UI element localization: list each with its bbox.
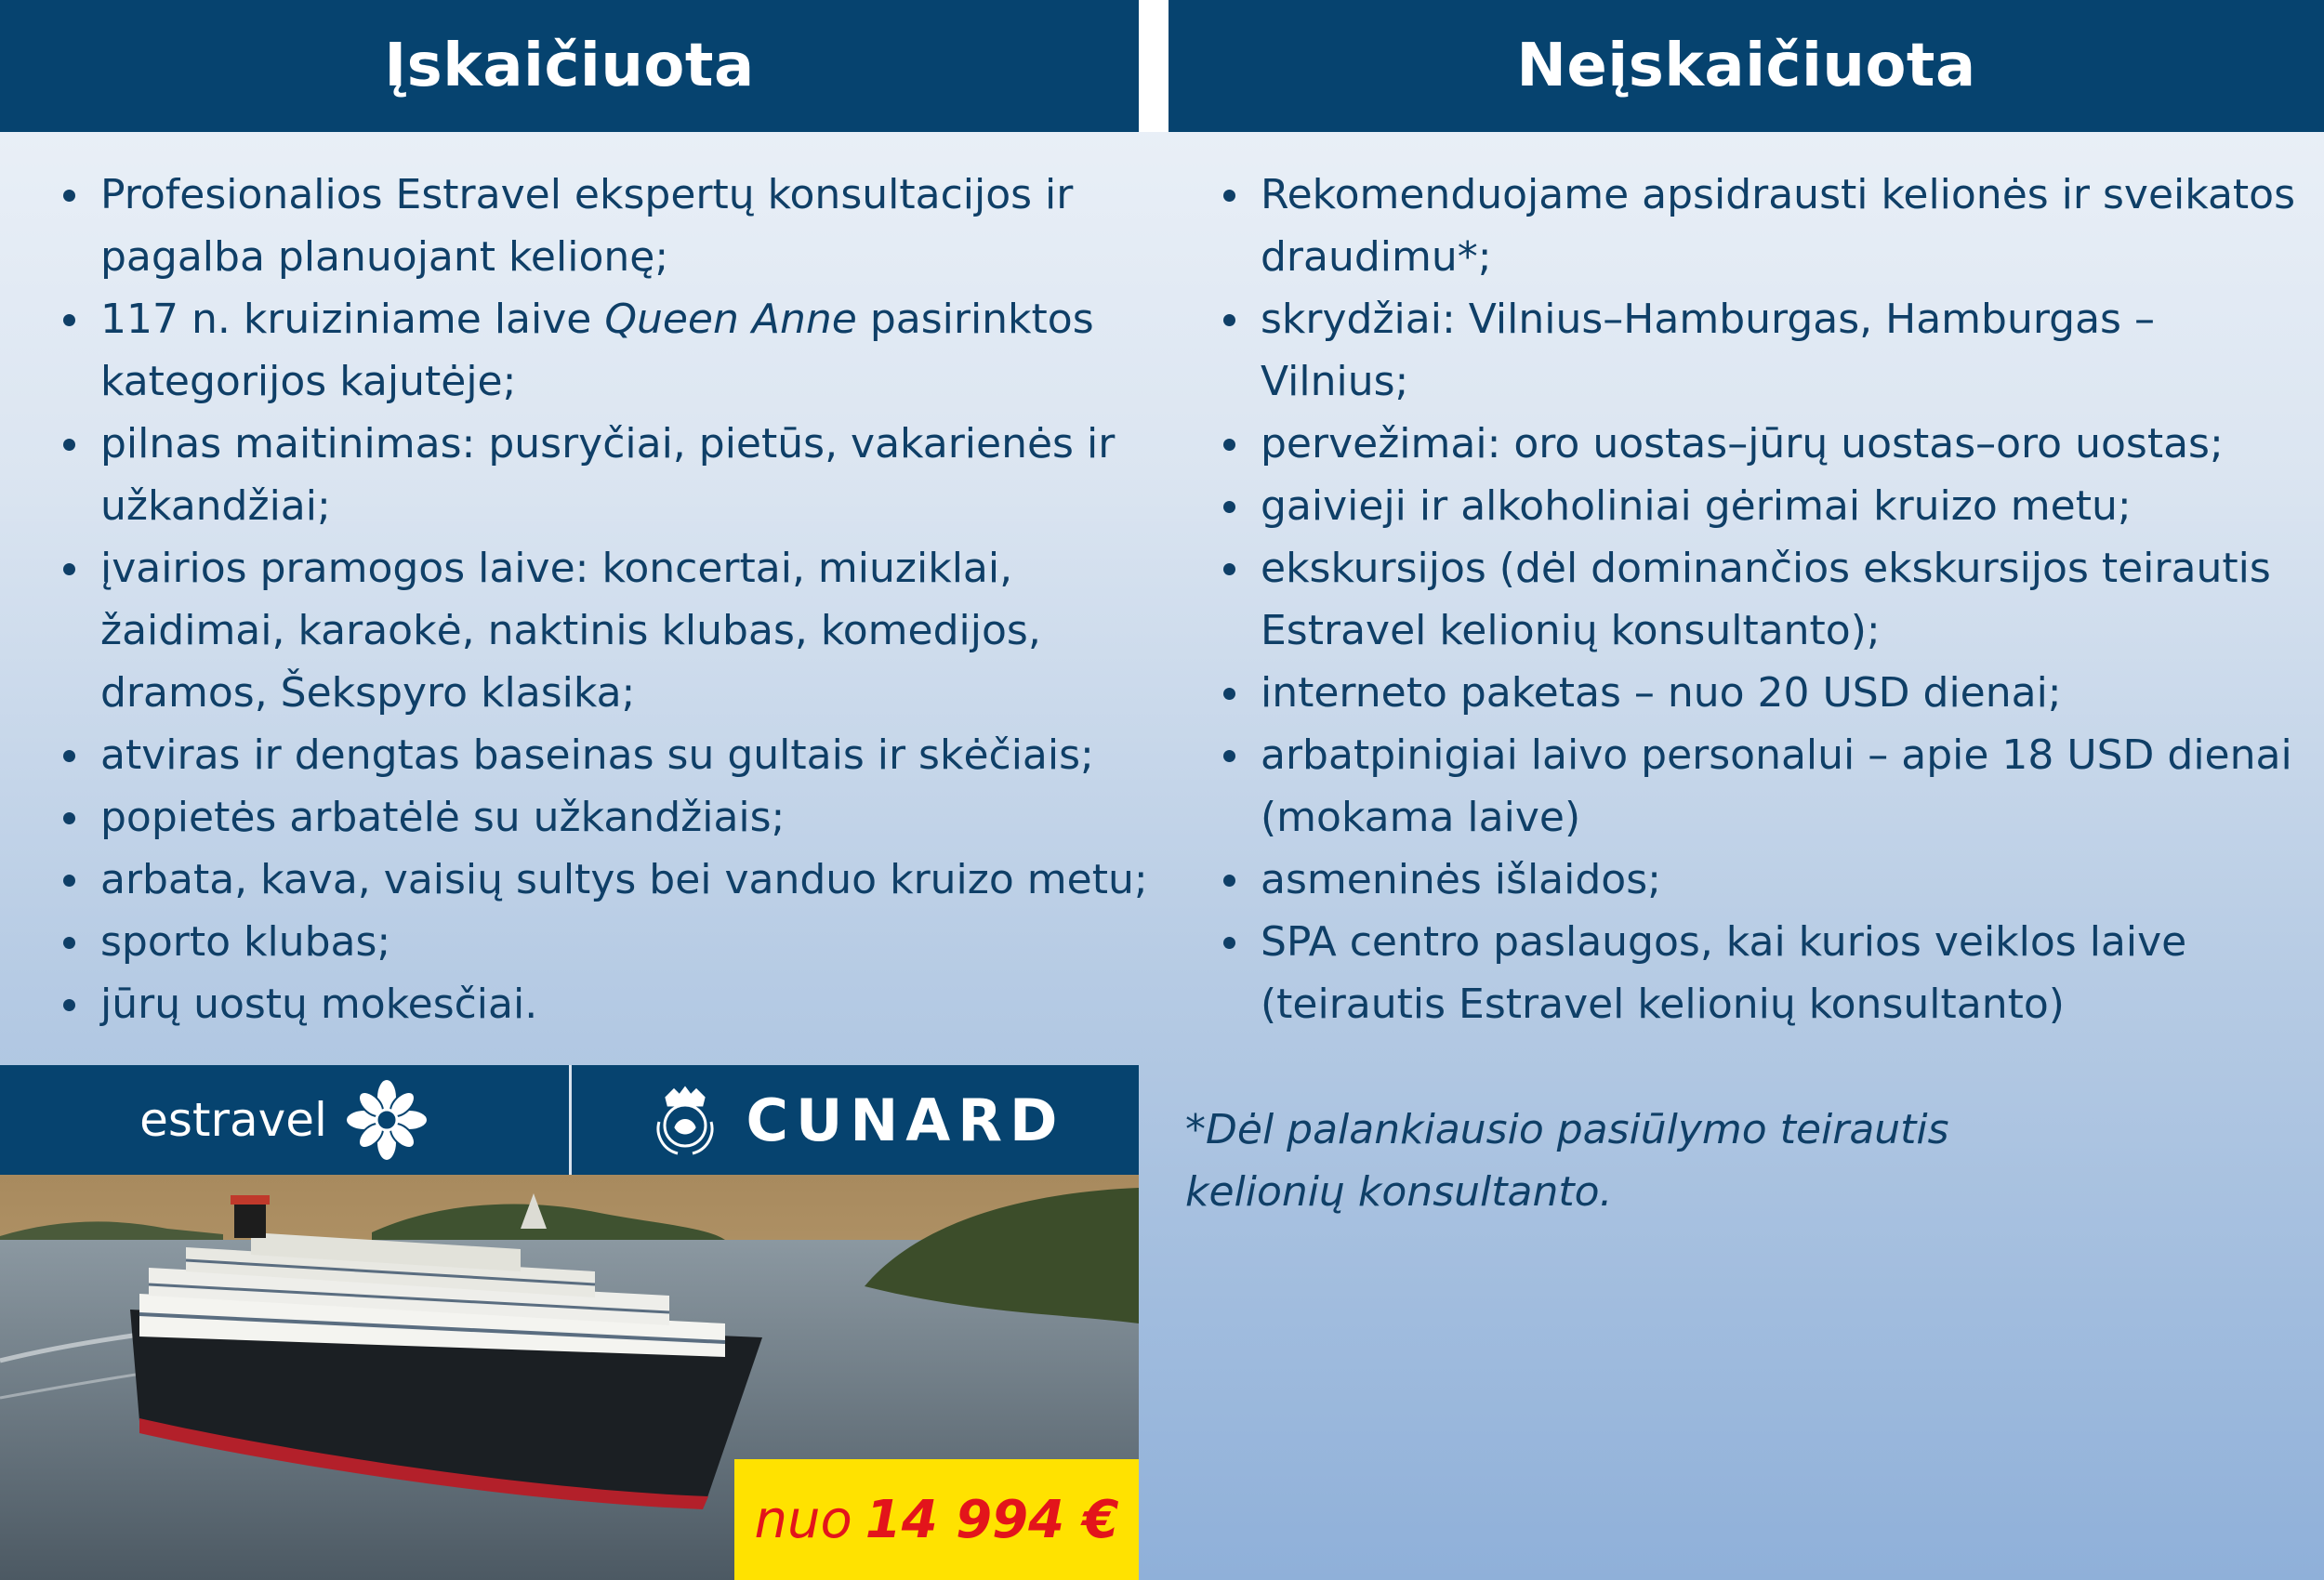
flower-icon — [344, 1077, 429, 1163]
list-item: skrydžiai: Vilnius–Hamburgas, Hamburgas – Vilnius; — [1216, 288, 2313, 413]
list-item — [56, 288, 1153, 413]
list-item: pilnas maitinimas: pusryčiai, pietūs, vakarienės ir užkandžiai; — [56, 413, 1153, 537]
cunard-crest-icon — [646, 1081, 724, 1159]
estravel-wordmark: estravel — [139, 1093, 327, 1147]
cunard-wordmark: CUNARD — [746, 1086, 1065, 1154]
brand-bar — [0, 1065, 1139, 1175]
header-gutter — [1139, 0, 1169, 132]
list-item: Profesionalios Estravel ekspertų konsultacijos ir pagalba planuojant kelionę; — [56, 164, 1153, 288]
ship-item-prefix: 117 n. kruiziniame laive — [100, 296, 605, 343]
cunard-logo — [572, 1065, 1139, 1175]
list-item: SPA centro paslaugos, kai kurios veiklos laive (teirautis Estravel kelionių konsultanto) — [1216, 911, 2313, 1035]
list-item: ekskursijos (dėl dominančios ekskursijos teirautis Estravel kelionių konsultanto); — [1216, 537, 2313, 662]
list-item: gaivieji ir alkoholiniai gėrimai kruizo metu; — [1216, 475, 2313, 537]
excluded-list — [1216, 164, 2313, 1035]
list-item: arbatpinigiai laivo personalui – apie 18 USD dienai (mokama laive) — [1216, 724, 2313, 849]
list-item: įvairios pramogos laive: koncertai, miuziklai, žaidimai, karaokė, naktinis klubas, komedijos, dramos, Šekspyro klasika; — [56, 537, 1153, 724]
price-prefix: nuo — [754, 1489, 852, 1550]
list-item: atviras ir dengtas baseinas su gultais ir skėčiais; — [56, 724, 1153, 786]
ship-name: Queen Anne — [604, 296, 857, 343]
list-item: jūrų uostų mokesčiai. — [56, 973, 1153, 1035]
list-item: asmeninės išlaidos; — [1216, 849, 2313, 911]
list-item: sporto klubas; — [56, 911, 1153, 973]
included-header — [0, 0, 1139, 132]
included-title: Įskaičiuota — [384, 32, 755, 100]
estravel-logo — [0, 1065, 569, 1175]
list-item: pervežimai: oro uostas–jūrų uostas–oro uostas; — [1216, 413, 2313, 475]
included-list — [56, 164, 1153, 1035]
list-item: Rekomenduojame apsidrausti kelionės ir sveikatos draudimu*; — [1216, 164, 2313, 288]
list-item: popietės arbatėlė su užkandžiais; — [56, 786, 1153, 849]
excluded-title: Neįskaičiuota — [1516, 32, 1976, 100]
price-badge — [734, 1459, 1139, 1580]
footnote: *Dėl palankiausio pasiūlymo teirautis kelionių konsultanto. — [1185, 1106, 1949, 1216]
excluded-header — [1169, 0, 2324, 132]
list-item: arbata, kava, vaisių sultys bei vanduo kruizo metu; — [56, 849, 1153, 911]
price-amount: 14 994 € — [865, 1489, 1119, 1550]
ship-item-suffix: pasirinktos kategorijos kajutėje; — [100, 296, 1094, 405]
list-item: interneto paketas – nuo 20 USD dienai; — [1216, 662, 2313, 724]
